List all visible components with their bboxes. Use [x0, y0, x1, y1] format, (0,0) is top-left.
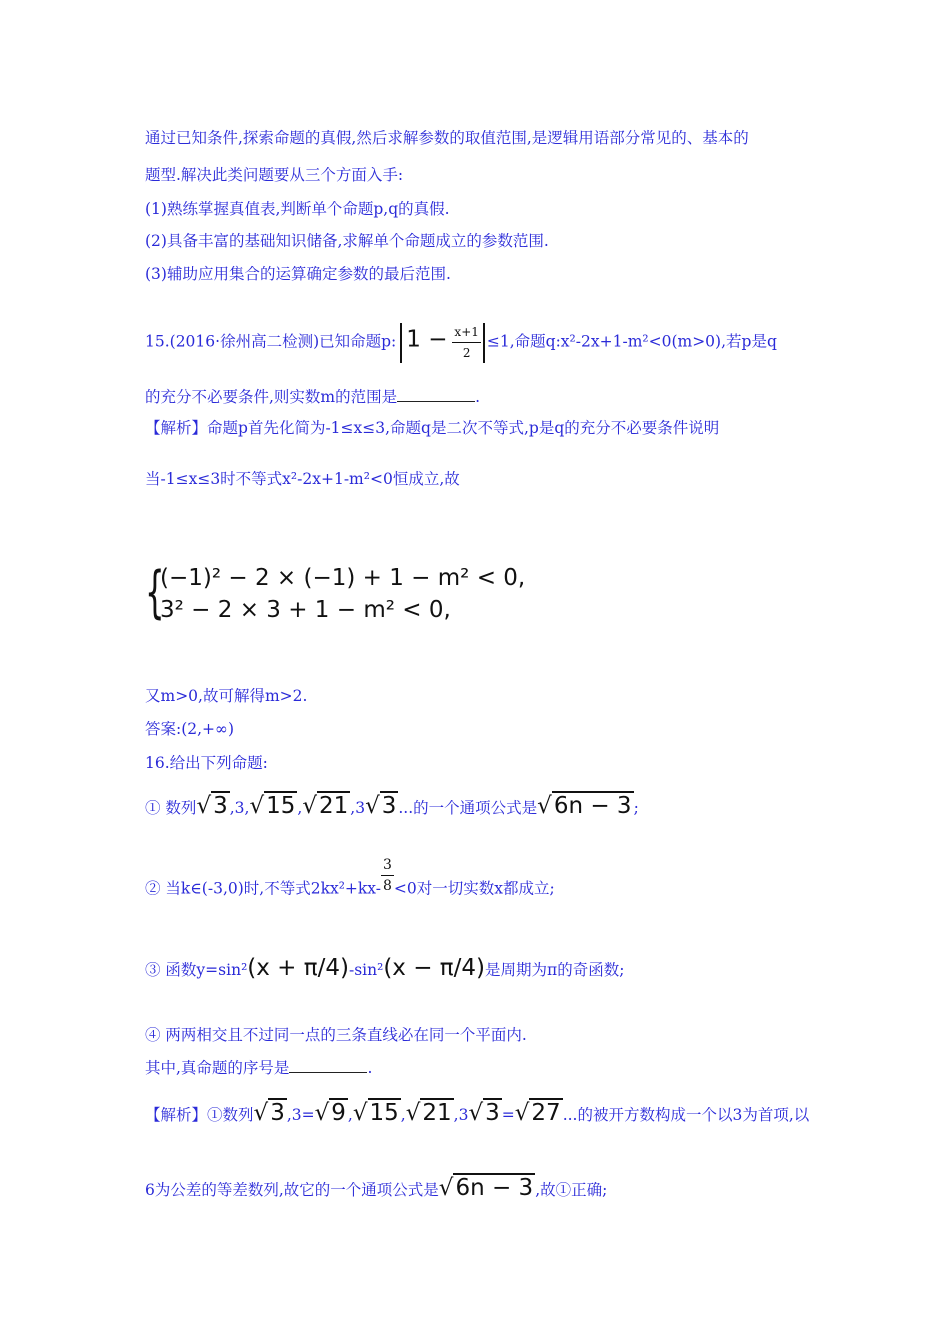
an-sqrt-3-b: √3: [468, 1100, 500, 1126]
q15-analysis-1: [145, 418, 719, 438]
q16-ask: [145, 1058, 372, 1078]
q15-conclusion: 又m>0,故可解得m>2.: [145, 687, 308, 705]
p3-text-a: ③ 函数y=sin²: [145, 961, 248, 979]
q16-ask-text: 其中,真命题的序号是: [145, 1059, 290, 1077]
abs-bar-right: [483, 323, 485, 363]
p2-text-a: ② 当k∈(-3,0)时,不等式2kx²+kx-: [145, 879, 381, 898]
p1-text-a: ① 数列: [145, 799, 197, 817]
an1-c: ,3=: [286, 1106, 315, 1124]
an1-a: ①数列: [207, 1106, 254, 1124]
q15-answer: 答案:(2,+∞): [145, 720, 235, 738]
q15-abs-one: 1 −: [406, 326, 448, 353]
abs-bar-left: [400, 323, 402, 363]
intro-item-3: (3)辅助应用集合的运算确定参数的最后范围.: [145, 265, 451, 283]
system-line-1: (−1)² − 2 × (−1) + 1 − m² < 0,: [160, 565, 526, 591]
an-sqrt-21: √21: [405, 1100, 452, 1126]
q16-analysis-2: [145, 1175, 608, 1201]
p1-text-e: ,: [297, 799, 303, 817]
q16-prop-3: [145, 955, 625, 981]
an1-i: ,3: [453, 1106, 469, 1124]
p2-fraction: [381, 855, 394, 896]
q16-prop-2: [145, 857, 555, 910]
q16-analysis-tag: 【解析】: [145, 1106, 208, 1124]
an2-a: 6为公差的等差数列,故它的一个通项公式是: [145, 1181, 439, 1199]
an2-c: ,故①正确;: [535, 1181, 608, 1199]
p2-frac-num: 3: [381, 855, 394, 876]
q15-analysis-text-1: 命题p首先化简为-1≤x≤3,命题q是二次不等式,p是q的充分不必要条件说明: [207, 419, 720, 437]
q15-frac-den: 2: [462, 346, 471, 360]
q15-suffix: ≤1,命题q:x²-2x+1-m²<0(m>0),若p是q: [486, 332, 777, 351]
p3-arg-minus: (x − π/4): [383, 955, 486, 981]
q15-prefix: 15.(2016·徐州高二检测)已知命题p:: [145, 332, 397, 351]
sqrt-6n-3-a: √6n − 3: [537, 793, 632, 819]
sqrt-3-a: √3: [196, 793, 228, 819]
p2-text-b: <0对一切实数x都成立;: [393, 879, 555, 898]
sqrt-3-b: √3: [365, 793, 397, 819]
an1-e: ,: [347, 1106, 353, 1124]
system-line-2: 3² − 2 × 3 + 1 − m² < 0,: [160, 597, 451, 623]
p3-text-e: 是周期为π的奇函数;: [485, 961, 625, 979]
q15-answer-blank: [397, 387, 475, 402]
an1-g: ,: [400, 1106, 406, 1124]
an1-m: ...的被开方数构成一个以3为首项,以: [562, 1106, 810, 1124]
q15-statement: [145, 322, 777, 363]
system-brace: {: [145, 560, 165, 625]
sqrt-15-a: √15: [249, 793, 296, 819]
an-sqrt-9: √9: [314, 1100, 346, 1126]
p2-frac-den: 8: [383, 878, 392, 894]
q15-frac-num: x+1: [452, 322, 480, 343]
q15-ask-end: .: [475, 388, 481, 406]
p3-text-c: -sin²: [348, 961, 384, 979]
p1-text-k: ;: [633, 799, 639, 817]
an1-k: =: [501, 1106, 515, 1124]
q15-fraction: [452, 322, 480, 363]
an-sqrt-3: √3: [253, 1100, 285, 1126]
p1-text-i: ...的一个通项公式是: [398, 799, 538, 817]
p3-arg-plus: (x + π/4): [247, 955, 349, 981]
q15-ask: 的充分不必要条件,则实数m的范围是: [145, 388, 398, 406]
q16-title: 16.给出下列命题:: [145, 754, 268, 772]
q15-line-2: [145, 387, 480, 407]
q15-analysis-tag: 【解析】: [145, 419, 208, 437]
an-sqrt-6n-3: √6n − 3: [438, 1175, 534, 1201]
an-sqrt-15: √15: [352, 1100, 399, 1126]
q16-prop-1: [145, 793, 639, 819]
q16-prop-4: ④ 两两相交且不过同一点的三条直线必在同一个平面内.: [145, 1026, 527, 1044]
intro-item-2: (2)具备丰富的基础知识储备,求解单个命题成立的参数范围.: [145, 232, 549, 250]
p1-text-c: ,3,: [229, 799, 250, 817]
sqrt-21-a: √21: [302, 793, 349, 819]
q16-answer-blank: [289, 1058, 367, 1073]
q15-analysis-2: 当-1≤x≤3时不等式x²-2x+1-m²<0恒成立,故: [145, 470, 460, 488]
intro-line-1: 通过已知条件,探索命题的真假,然后求解参数的取值范围,是逻辑用语部分常见的、基本的: [145, 129, 749, 147]
q16-ask-end: .: [367, 1059, 373, 1077]
intro-line-2: 题型.解决此类问题要从三个方面入手:: [145, 166, 404, 184]
p1-text-g: ,3: [350, 799, 366, 817]
q16-analysis-1: [145, 1100, 810, 1126]
intro-item-1: (1)熟练掌握真值表,判断单个命题p,q的真假.: [145, 200, 450, 218]
an-sqrt-27: √27: [514, 1100, 561, 1126]
